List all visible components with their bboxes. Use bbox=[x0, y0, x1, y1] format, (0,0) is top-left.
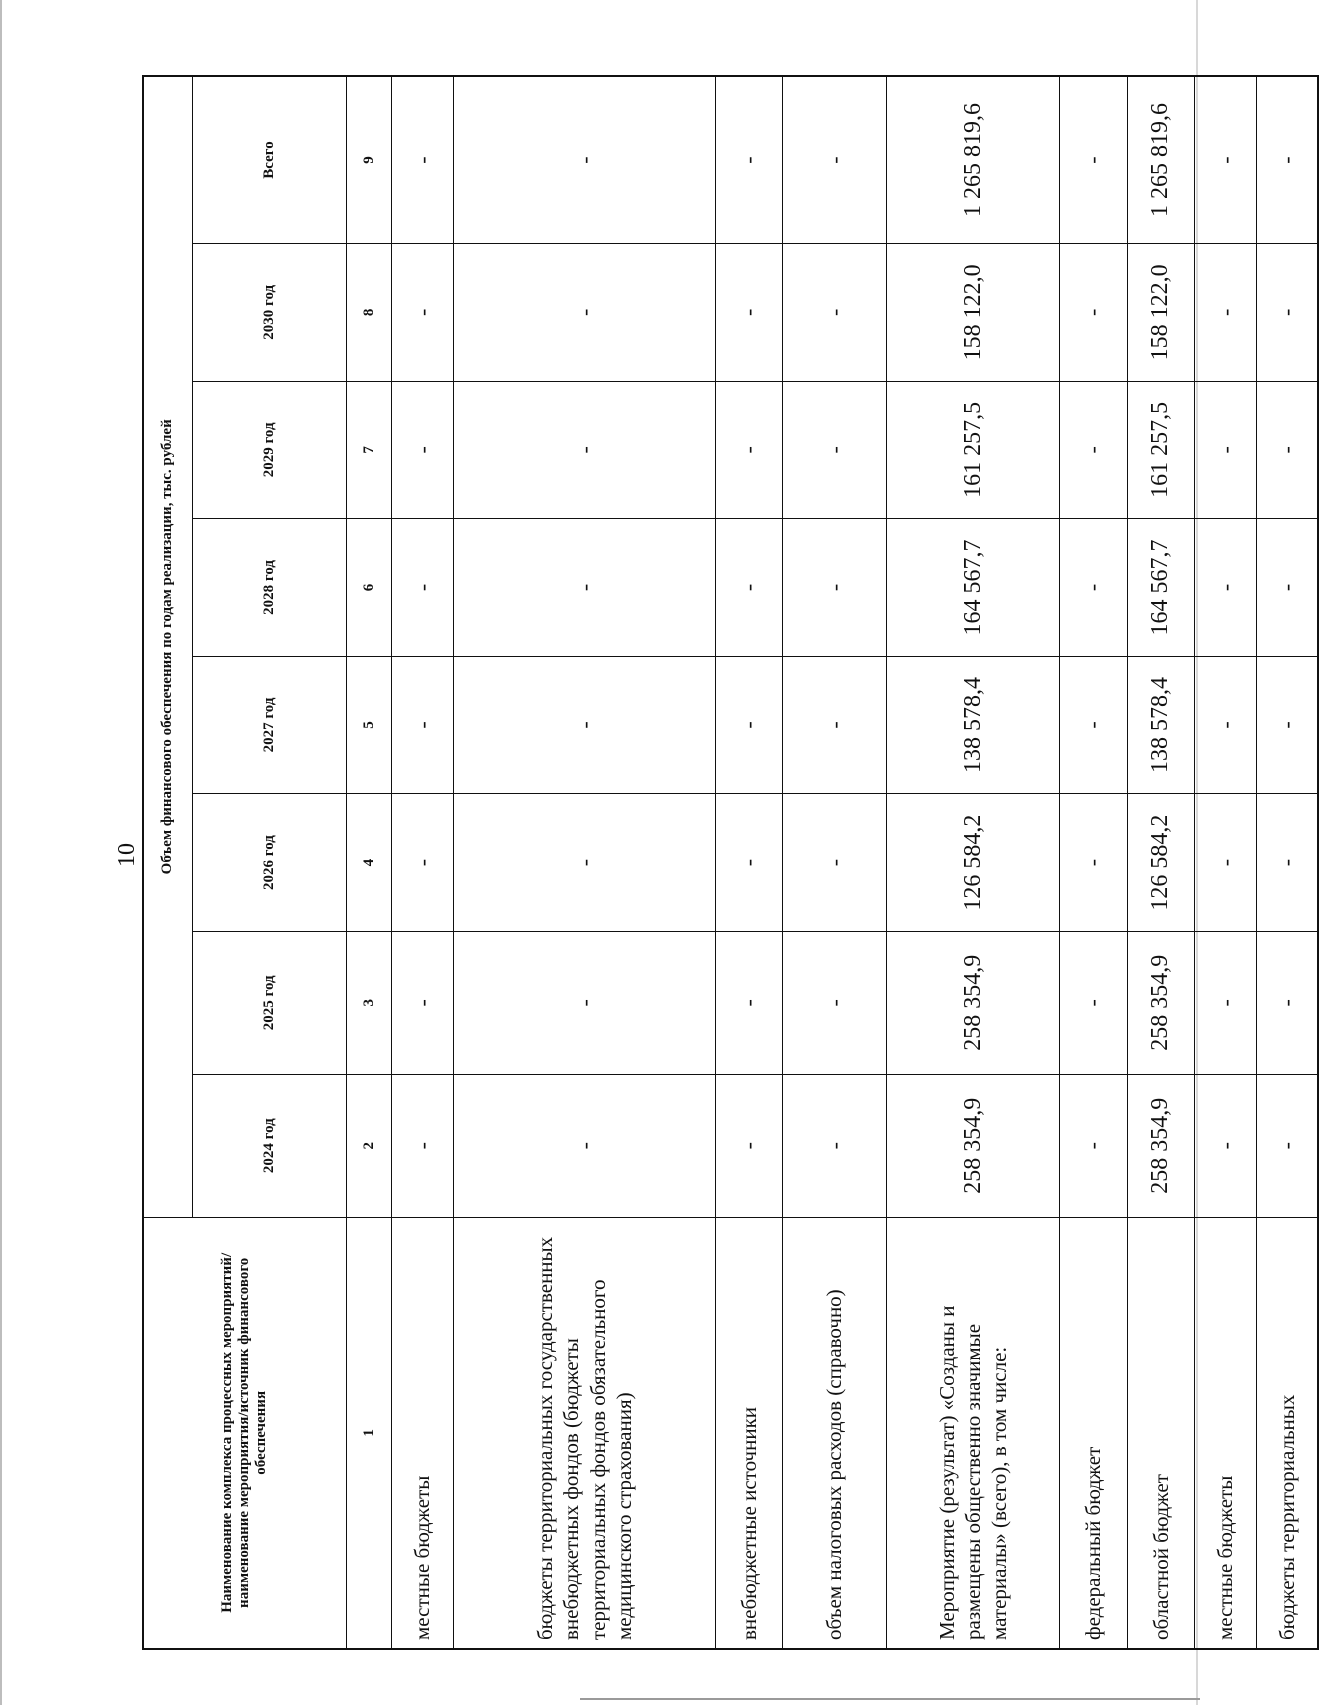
rotated-table-container bbox=[142, 75, 1319, 1650]
row-value: - bbox=[782, 931, 887, 1074]
row-value: 126 584,2 bbox=[887, 794, 1059, 932]
page-edge-bottom bbox=[580, 1698, 1200, 1700]
header-year: 2026 год bbox=[192, 794, 346, 932]
row-value: - bbox=[392, 519, 454, 657]
row-value: - bbox=[453, 76, 715, 244]
row-value: - bbox=[782, 1074, 887, 1217]
column-number: 6 bbox=[346, 519, 392, 657]
table-row bbox=[1127, 76, 1195, 1649]
column-number: 7 bbox=[346, 381, 392, 519]
row-value: - bbox=[782, 76, 887, 244]
row-value: - bbox=[1256, 794, 1318, 932]
row-value: 161 257,5 bbox=[1127, 381, 1195, 519]
row-value: - bbox=[1256, 519, 1318, 657]
row-value: 158 122,0 bbox=[887, 244, 1059, 382]
row-value: - bbox=[1195, 656, 1257, 794]
row-value: - bbox=[716, 1074, 783, 1217]
row-value: - bbox=[1195, 381, 1257, 519]
row-value: 161 257,5 bbox=[887, 381, 1059, 519]
row-value: - bbox=[1195, 519, 1257, 657]
row-value: - bbox=[782, 519, 887, 657]
column-number: 3 bbox=[346, 931, 392, 1074]
row-value: 1 265 819,6 bbox=[887, 76, 1059, 244]
table-row bbox=[1059, 76, 1127, 1649]
header-year: 2025 год bbox=[192, 931, 346, 1074]
row-value: 164 567,7 bbox=[887, 519, 1059, 657]
row-value: - bbox=[392, 381, 454, 519]
row-value: - bbox=[1195, 794, 1257, 932]
row-value: - bbox=[392, 794, 454, 932]
table-row bbox=[392, 76, 454, 1649]
row-value: - bbox=[1195, 76, 1257, 244]
column-number: 5 bbox=[346, 656, 392, 794]
row-value: - bbox=[1059, 76, 1127, 244]
column-number: 8 bbox=[346, 244, 392, 382]
row-name: федеральный бюджет bbox=[1059, 1217, 1127, 1649]
header-row-1 bbox=[143, 76, 192, 1649]
row-value: - bbox=[1195, 931, 1257, 1074]
row-value: 1 265 819,6 bbox=[1127, 76, 1195, 244]
row-value: - bbox=[1256, 656, 1318, 794]
row-value: - bbox=[392, 76, 454, 244]
row-value: - bbox=[716, 381, 783, 519]
table-row bbox=[782, 76, 887, 1649]
column-number: 9 bbox=[346, 76, 392, 244]
table-row bbox=[1195, 76, 1257, 1649]
row-value: 258 354,9 bbox=[887, 1074, 1059, 1217]
row-value: - bbox=[453, 1074, 715, 1217]
row-value: - bbox=[716, 656, 783, 794]
row-value: 126 584,2 bbox=[1127, 794, 1195, 932]
row-name: бюджеты территориальных bbox=[1256, 1217, 1318, 1649]
row-value: - bbox=[782, 656, 887, 794]
row-value: - bbox=[453, 794, 715, 932]
row-value: 164 567,7 bbox=[1127, 519, 1195, 657]
row-value: - bbox=[1059, 794, 1127, 932]
row-value: - bbox=[392, 1074, 454, 1217]
row-value: - bbox=[1195, 244, 1257, 382]
financing-table bbox=[142, 75, 1319, 1650]
row-name: областной бюджет bbox=[1127, 1217, 1195, 1649]
header-year: 2029 год bbox=[192, 381, 346, 519]
page-number: 10 bbox=[113, 843, 140, 867]
row-value: - bbox=[1195, 1074, 1257, 1217]
row-value: - bbox=[453, 244, 715, 382]
table-row bbox=[453, 76, 715, 1649]
row-value: - bbox=[1256, 381, 1318, 519]
row-value: - bbox=[453, 931, 715, 1074]
row-value: - bbox=[1059, 1074, 1127, 1217]
row-name: местные бюджеты bbox=[392, 1217, 454, 1649]
header-year: 2028 год bbox=[192, 519, 346, 657]
row-value: - bbox=[392, 656, 454, 794]
row-value: - bbox=[782, 794, 887, 932]
row-value: 258 354,9 bbox=[887, 931, 1059, 1074]
row-value: - bbox=[716, 794, 783, 932]
row-value: - bbox=[1256, 1074, 1318, 1217]
row-value: - bbox=[1256, 931, 1318, 1074]
page-edge-left bbox=[0, 0, 2, 1705]
row-value: - bbox=[453, 381, 715, 519]
row-value: - bbox=[1256, 76, 1318, 244]
column-number: 4 bbox=[346, 794, 392, 932]
row-value: - bbox=[453, 656, 715, 794]
header-year: 2030 год bbox=[192, 244, 346, 382]
row-value: - bbox=[1059, 244, 1127, 382]
row-name: объем налоговых расходов (справочно) bbox=[782, 1217, 887, 1649]
column-number: 1 bbox=[346, 1217, 392, 1649]
row-value: 138 578,4 bbox=[1127, 656, 1195, 794]
row-value: 258 354,9 bbox=[1127, 1074, 1195, 1217]
row-value: - bbox=[716, 519, 783, 657]
row-value: 138 578,4 bbox=[887, 656, 1059, 794]
row-value: - bbox=[716, 931, 783, 1074]
row-value: - bbox=[1059, 656, 1127, 794]
row-value: - bbox=[392, 244, 454, 382]
row-value: - bbox=[1256, 244, 1318, 382]
row-value: - bbox=[782, 244, 887, 382]
column-numbers-row bbox=[346, 76, 392, 1649]
row-name: местные бюджеты bbox=[1195, 1217, 1257, 1649]
row-value: 258 354,9 bbox=[1127, 931, 1195, 1074]
row-name: Мероприятие (результат) «Созданы и размещены общественно значимые материалы» (всего), в том числе: bbox=[887, 1217, 1059, 1649]
row-value: - bbox=[392, 931, 454, 1074]
header-year: 2024 год bbox=[192, 1074, 346, 1217]
header-year: 2027 год bbox=[192, 656, 346, 794]
row-value: 158 122,0 bbox=[1127, 244, 1195, 382]
table-row bbox=[1256, 76, 1318, 1649]
row-value: - bbox=[453, 519, 715, 657]
header-total: Всего bbox=[192, 76, 346, 244]
row-value: - bbox=[782, 381, 887, 519]
row-value: - bbox=[716, 76, 783, 244]
row-value: - bbox=[1059, 381, 1127, 519]
row-value: - bbox=[1059, 931, 1127, 1074]
row-value: - bbox=[716, 244, 783, 382]
row-value: - bbox=[1059, 519, 1127, 657]
row-name: внебюджетные источники bbox=[716, 1217, 783, 1649]
column-number: 2 bbox=[346, 1074, 392, 1217]
table-row bbox=[716, 76, 783, 1649]
header-name-column: Наименование комплекса процессных мероприятий/наименование мероприятия/источник финансового обеспечения bbox=[143, 1217, 346, 1649]
header-financing-group: Объем финансового обеспечения по годам реализации, тыс. рублей bbox=[143, 76, 192, 1217]
row-name: бюджеты территориальных государственных внебюджетных фондов (бюджеты территориальных фондов обязательного медицинского страхования) bbox=[453, 1217, 715, 1649]
table-row bbox=[887, 76, 1059, 1649]
